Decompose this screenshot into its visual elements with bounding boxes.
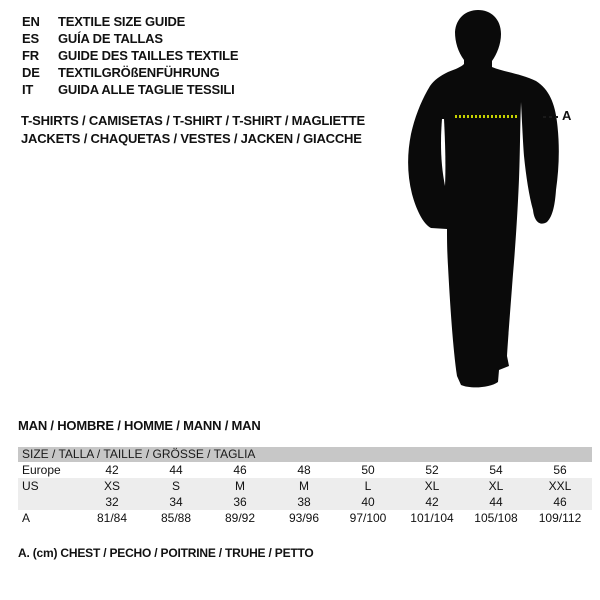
language-row: [22, 64, 238, 81]
table-cell: 36: [233, 495, 247, 509]
language-code: ES: [22, 31, 39, 46]
table-cell: 89/92: [224, 511, 256, 525]
table-cell: S: [171, 479, 180, 493]
table-row-us: [18, 478, 592, 494]
table-cell: M: [299, 479, 309, 493]
table-cell: 44: [489, 495, 503, 509]
row-label: A: [22, 511, 31, 525]
language-code: EN: [22, 14, 40, 29]
table-cell: 46: [233, 463, 247, 477]
table-row-europe: [18, 462, 592, 478]
table-cell: 46: [553, 495, 567, 509]
table-cell: 81/84: [96, 511, 128, 525]
table-cell: 34: [169, 495, 183, 509]
table-cell: 109/112: [538, 511, 582, 525]
table-cell: 56: [553, 463, 567, 477]
size-table: [18, 447, 592, 526]
language-code: FR: [22, 48, 39, 63]
table-cell: 40: [361, 495, 375, 509]
measure-leader-line: [543, 116, 559, 118]
row-label: [18, 494, 80, 510]
table-cell: M: [235, 479, 245, 493]
language-row: [22, 81, 238, 98]
table-cell: 48: [297, 463, 311, 477]
table-cell: XS: [103, 479, 120, 493]
language-list: [22, 13, 238, 98]
table-cell: 42: [425, 495, 439, 509]
row-label: US: [22, 479, 39, 493]
language-row: [22, 30, 238, 47]
table-cell: 105/108: [474, 511, 518, 525]
category-line-jackets: JACKETS / CHAQUETAS / VESTES / JACKEN / GIACCHE: [21, 131, 362, 146]
footnote: A. (cm) CHEST / PECHO / POITRINE / TRUHE / PETTO: [18, 546, 314, 560]
section-title: MAN / HOMBRE / HOMME / MANN / MAN: [18, 418, 261, 433]
table-cell: 42: [105, 463, 119, 477]
category-line-tshirts: T-SHIRTS / CAMISETAS / T-SHIRT / T-SHIRT / MAGLIETTE: [21, 113, 365, 128]
chest-measure-line: [455, 115, 519, 118]
language-row: [22, 13, 238, 30]
language-label: GUIDE DES TAILLES TEXTILE: [58, 48, 239, 63]
size-table-header: SIZE / TALLA / TAILLE / GRÖSSE / TAGLIA: [18, 447, 592, 462]
language-label: GUÍA DE TALLAS: [58, 31, 163, 46]
language-code: IT: [22, 82, 34, 97]
man-figure: [398, 4, 576, 394]
table-cell: XXL: [548, 479, 572, 493]
man-silhouette: [408, 10, 559, 387]
table-row-chest-a: [18, 510, 592, 526]
language-label: GUIDA ALLE TAGLIE TESSILI: [58, 82, 235, 97]
row-label: Europe: [22, 463, 61, 477]
category-list: [21, 112, 365, 148]
measure-label-a: A: [562, 108, 572, 123]
table-cell: 32: [105, 495, 119, 509]
table-cell: 54: [489, 463, 503, 477]
table-cell: 44: [169, 463, 183, 477]
language-row: [22, 47, 238, 64]
man-silhouette-svg: [398, 4, 568, 394]
table-cell: 97/100: [349, 511, 387, 525]
table-cell: 85/88: [160, 511, 192, 525]
table-cell: 101/104: [410, 511, 454, 525]
table-cell: 93/96: [288, 511, 320, 525]
language-code: DE: [22, 65, 40, 80]
table-cell: 52: [425, 463, 439, 477]
table-cell: 50: [361, 463, 375, 477]
table-cell: L: [364, 479, 372, 493]
table-cell: XL: [488, 479, 504, 493]
table-row-alt-size: [18, 494, 592, 510]
language-label: TEXTILGRÖßENFÜHRUNG: [58, 65, 220, 80]
table-cell: 38: [297, 495, 311, 509]
table-cell: XL: [424, 479, 440, 493]
language-label: TEXTILE SIZE GUIDE: [58, 14, 186, 29]
